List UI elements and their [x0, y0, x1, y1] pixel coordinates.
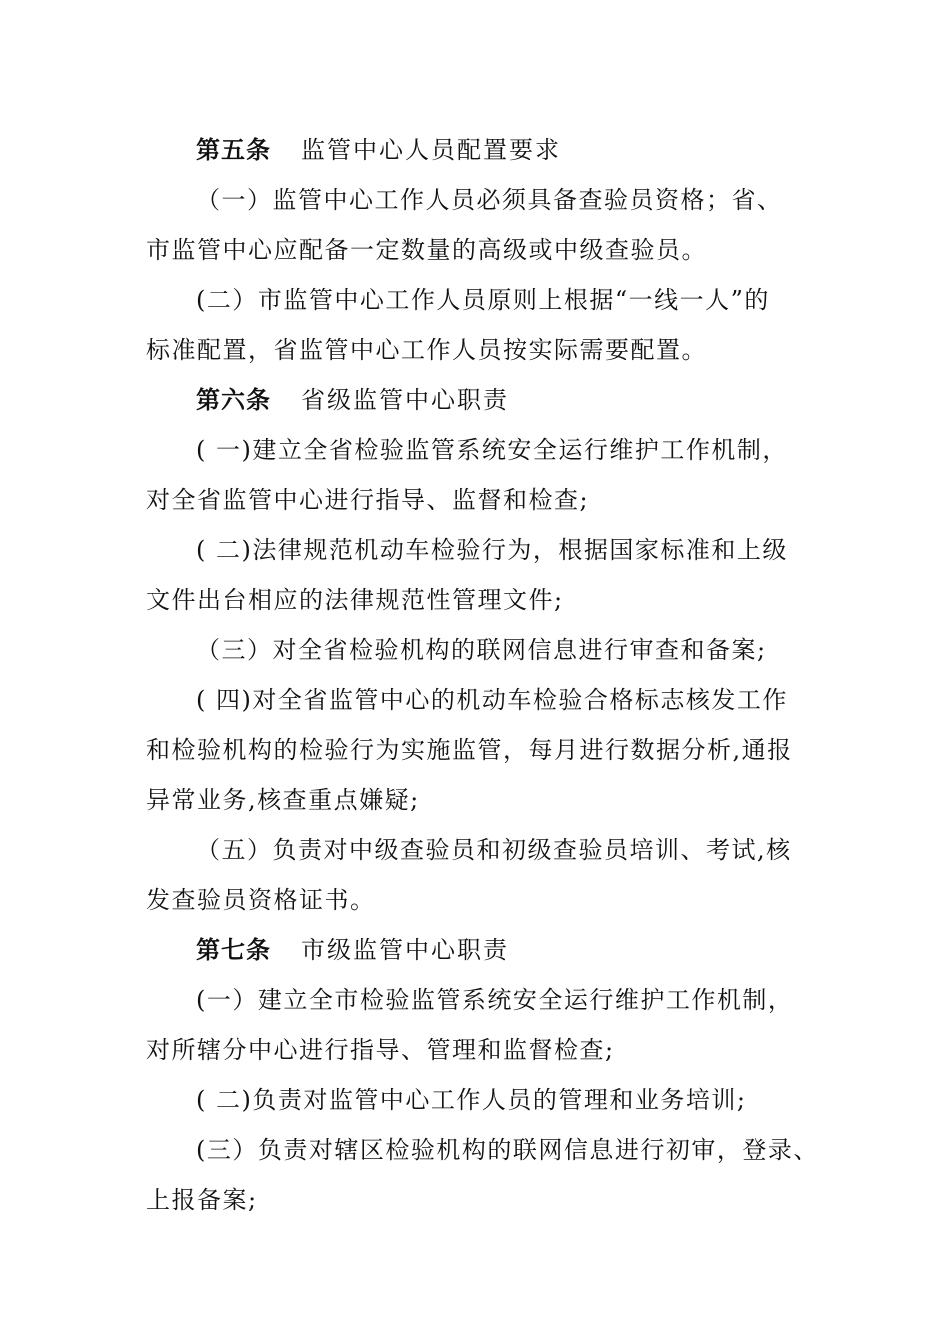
article-5-title: 监管中心人员配置要求	[301, 136, 561, 164]
article-7-item-1-line-1: (一）建立全市检验监管系统安全运行维护工作机制，	[196, 986, 794, 1014]
article-6-item-1-line-1: ( 一)建立全省检验监管系统安全运行维护工作机制，	[196, 436, 788, 464]
article-5-heading	[196, 134, 876, 166]
article-6-item-3-line-1: （三）对全省检验机构的联网信息进行审查和备案;	[196, 636, 767, 664]
article-6-item-5-line-2: 发查验员资格证书。	[146, 886, 376, 914]
article-5-item-2-line-2: 标准配置，省监管中心工作人员按实际需要配置。	[146, 336, 707, 364]
article-6-item-4-line-2: 和检验机构的检验行为实施监管，每月进行数据分析,通报	[146, 736, 793, 764]
article-7-item-1-line-2: 对所辖分中心进行指导、管理和监督检查;	[146, 1036, 615, 1064]
article-6-item-4-line-1: ( 四)对全省监管中心的机动车检验合格标志核发工作	[196, 686, 788, 714]
article-5-number: 第五条	[196, 135, 271, 164]
article-7-item-3-line-2: 上报备案;	[146, 1186, 258, 1214]
article-5-item-1-line-2: 市监管中心应配备一定数量的高级或中级查验员。	[146, 236, 707, 264]
article-6-number: 第六条	[196, 385, 271, 414]
article-7-title: 市级监管中心职责	[301, 936, 509, 964]
article-6-item-2-line-1: ( 二)法律规范机动车检验行为，根据国家标准和上级	[196, 536, 788, 564]
article-6-title: 省级监管中心职责	[301, 386, 509, 414]
article-5-item-1-line-1: （一）监管中心工作人员必须具备查验员资格；省、	[196, 186, 783, 214]
article-6-item-4-line-3: 异常业务,核查重点嫌疑;	[146, 786, 420, 814]
article-6-heading	[196, 384, 876, 416]
article-7-item-2-line-1: ( 二)负责对监管中心工作人员的管理和业务培训;	[196, 1086, 747, 1114]
article-5-item-2-line-1: (二）市监管中心工作人员原则上根据“一线一人”的	[196, 286, 770, 314]
article-6-item-1-line-2: 对全省监管中心进行指导、监督和检查;	[146, 486, 590, 514]
article-7-number: 第七条	[196, 935, 271, 964]
article-7-heading	[196, 934, 876, 966]
article-6-item-5-line-1: （五）负责对中级查验员和初级查验员培训、考试,核	[196, 836, 792, 864]
article-7-item-3-line-1: (三）负责对辖区检验机构的联网信息进行初审，登录、	[196, 1136, 819, 1164]
article-6-item-2-line-2: 文件出台相应的法律规范性管理文件;	[146, 586, 564, 614]
